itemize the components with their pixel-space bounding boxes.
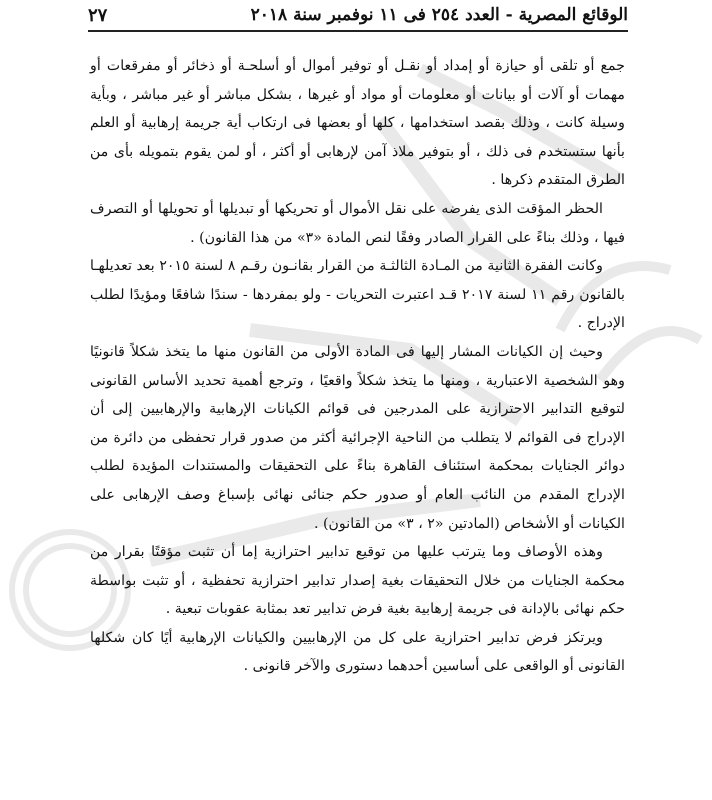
document-body [90,52,625,681]
running-title: الوقائع المصرية - العدد ٢٥٤ فى ١١ نوفمبر سنة ٢٠١٨ [250,5,628,25]
page-header [88,0,628,32]
page-number: ٢٧ [88,4,108,26]
paragraph: وكانت الفقرة الثانية من المـادة الثالثـة من القرار بقانـون رقـم ٨ لسنة ٢٠١٥ بعد تعديلهـا بالقانون رقم ١١ لسنة ٢٠١٧ قـد اعتبرت التحريات - ولو بمفردها - سندًا شافعًا ومؤيدًا لطلب الإدراج . [90,258,625,332]
paragraph: ويرتكز فرض تدابير احترازية على كل من الإرهابيين والكيانات الإرهابية أيًا كان شكلها القانونى أو الواقعى على أساسين أحدهما دستورى والآخر قانونى . [90,629,625,675]
paragraph: وحيث إن الكيانات المشار إليها فى المادة الأولى من القانون منها ما يتخذ شكلاً قانونيًا وهو الشخصية الاعتبارية ، ومنها ما يتخذ شكلاً واقعيًا ، وترجع أهمية تحديد الأساس القانونى لتوقيع التدابير الاحترازية على المدرجين فى قوائم الكيانات الإرهابية والإرهابيين إلى أن الإدراج فى القوائم لا يتطلب من الناحية الإجرائية أكثر من صدور قرار تحفظى من دائرة من دوائر الجنايات بمحكمة استئناف القاهرة بناءً على التحقيقات والمستندات المؤيدة لطلب الإدراج المقدم من النائب العام أو صدور حكم جنائى نهائى بإسباغ وصف الإرهابى على الكيانات أو الأشخاص (المادتين «٢ ، ٣» من القانون) . [90,343,625,532]
paragraph: الحظر المؤقت الذى يفرضه على نقل الأموال أو تحريكها أو تبديلها أو تحويلها أو التصرف فيها ، وذلك بناءً على القرار الصادر وفقًا لنص المادة «٣» من هذا القانون) . [90,200,625,246]
paragraph: وهذه الأوصاف وما يترتب عليها من توقيع تدابير احترازية إما أن تثبت مؤقتًا بقرار من محكمة الجنايات من خلال التحقيقات بغية إصدار تدابير احترازية تحفظية ، أو تثبت بواسطة حكم نهائى بالإدانة فى جريمة إرهابية بغية فرض تدابير تعد بمثابة عقوبات تبعية . [90,544,625,618]
paragraph: جمع أو تلقى أو حيازة أو إمداد أو نقـل أو توفير أموال أو أسلحـة أو ذخائر أو مفرقعات أو مهمات أو آلات أو بيانات أو معلومات أو مواد أو غيرها ، بشكل مباشر أو غير مباشر ، وبأية وسيلة كانت ، وذلك بقصد استخدامها ، كلها أو بعضها فى ارتكاب أية جريمة إرهابية أو العلم بأنها ستستخدم فى ذلك ، أو بتوفير ملاذ آمن لإرهابى أو أكثر ، أو لمن يقوم بتمويله بأى من الطرق المتقدم ذكرها . [90,58,625,189]
